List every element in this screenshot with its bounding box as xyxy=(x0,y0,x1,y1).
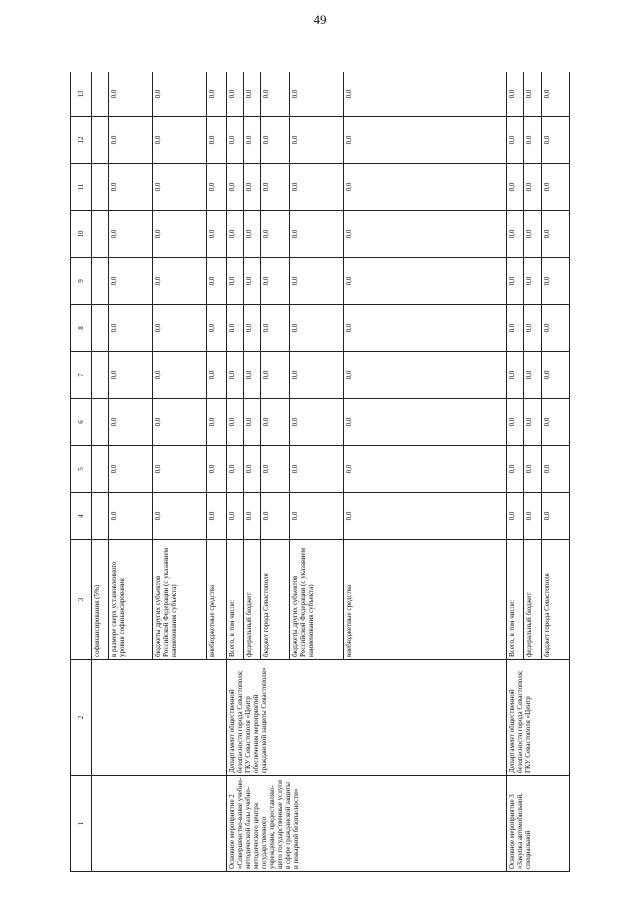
value-cell: 0,0 xyxy=(524,352,541,399)
value-cell: 0,0 xyxy=(109,164,152,211)
value-cell: 0,0 xyxy=(152,493,206,540)
measure-name-cell: Основное мероприятие 3 «Закупка автомобильной, специальной xyxy=(506,776,569,872)
value-cell xyxy=(92,352,109,399)
value-cell: 0,0 xyxy=(343,117,506,164)
value-cell: 0,0 xyxy=(343,305,506,352)
value-cell: 0,0 xyxy=(261,164,289,211)
value-cell: 0,0 xyxy=(343,493,506,540)
value-cell: 0,0 xyxy=(109,72,152,117)
value-cell: 0,0 xyxy=(226,211,243,258)
value-cell xyxy=(92,164,109,211)
table-rotated-wrapper xyxy=(70,72,570,872)
header-cell: 6 xyxy=(71,399,92,446)
header-cell: 10 xyxy=(71,211,92,258)
value-cell: 0,0 xyxy=(289,446,343,493)
value-cell: 0,0 xyxy=(289,399,343,446)
executor-name-cell: Департамент общественной безопасности города Севастополя; ГКУ Севастополя «Центр xyxy=(506,660,569,776)
value-cell: 0,0 xyxy=(506,72,523,117)
value-cell: 0,0 xyxy=(261,446,289,493)
value-cell: 0,0 xyxy=(541,72,569,117)
value-cell: 0,0 xyxy=(244,399,261,446)
value-cell: 0,0 xyxy=(207,117,227,164)
header-cell: 9 xyxy=(71,258,92,305)
value-cell: 0,0 xyxy=(152,211,206,258)
source-cell: бюджеты других субъектов Российской Федерации (с указанием наименования субъекта) xyxy=(152,540,206,660)
header-cell: 5 xyxy=(71,446,92,493)
table-row xyxy=(506,72,523,872)
source-cell: внебюджетные средства xyxy=(343,540,506,660)
source-cell: Всего, в том числе: xyxy=(506,540,523,660)
value-cell: 0,0 xyxy=(207,258,227,305)
value-cell: 0,0 xyxy=(289,305,343,352)
value-cell: 0,0 xyxy=(152,399,206,446)
value-cell: 0,0 xyxy=(524,117,541,164)
source-cell: бюджеты других субъектов Российской Федерации (с указанием наименования субъекта) xyxy=(289,540,343,660)
header-cell: 1 xyxy=(71,776,92,872)
value-cell: 0,0 xyxy=(207,399,227,446)
table-rotated xyxy=(70,72,570,872)
value-cell: 0,0 xyxy=(109,493,152,540)
value-cell xyxy=(92,258,109,305)
value-cell: 0,0 xyxy=(261,352,289,399)
value-cell: 0,0 xyxy=(152,305,206,352)
value-cell: 0,0 xyxy=(541,399,569,446)
value-cell: 0,0 xyxy=(244,352,261,399)
value-cell: 0,0 xyxy=(343,446,506,493)
value-cell xyxy=(92,399,109,446)
budget-table xyxy=(70,72,570,872)
value-cell: 0,0 xyxy=(244,258,261,305)
header-cell: 12 xyxy=(71,117,92,164)
value-cell: 0,0 xyxy=(244,164,261,211)
executor-cell xyxy=(92,660,227,776)
value-cell: 0,0 xyxy=(343,211,506,258)
value-cell: 0,0 xyxy=(524,72,541,117)
measure-name-cell: Основное мероприятие 2 «Совершенство-вание учебно-методической базы учебно-методического центра государственного учреждения, предоставляю-щего государственные услуги в сфере гражданской защиты и пожарной безопасности» xyxy=(226,776,506,872)
value-cell: 0,0 xyxy=(207,446,227,493)
value-cell: 0,0 xyxy=(226,72,243,117)
table-row xyxy=(226,72,243,872)
value-cell xyxy=(92,305,109,352)
value-cell: 0,0 xyxy=(524,305,541,352)
value-cell: 0,0 xyxy=(524,258,541,305)
value-cell: 0,0 xyxy=(244,117,261,164)
value-cell: 0,0 xyxy=(152,164,206,211)
value-cell: 0,0 xyxy=(109,211,152,258)
header-cell: 2 xyxy=(71,660,92,776)
source-cell: Всего, в том числе: xyxy=(226,540,243,660)
value-cell: 0,0 xyxy=(261,211,289,258)
value-cell: 0,0 xyxy=(541,305,569,352)
value-cell: 0,0 xyxy=(226,446,243,493)
value-cell: 0,0 xyxy=(207,493,227,540)
value-cell: 0,0 xyxy=(506,164,523,211)
value-cell: 0,0 xyxy=(226,305,243,352)
header-cell: 3 xyxy=(71,540,92,660)
value-cell: 0,0 xyxy=(207,305,227,352)
value-cell: 0,0 xyxy=(109,258,152,305)
value-cell: 0,0 xyxy=(541,258,569,305)
value-cell: 0,0 xyxy=(289,117,343,164)
value-cell: 0,0 xyxy=(541,164,569,211)
value-cell: 0,0 xyxy=(289,258,343,305)
value-cell: 0,0 xyxy=(261,258,289,305)
value-cell: 0,0 xyxy=(226,493,243,540)
value-cell: 0,0 xyxy=(506,305,523,352)
value-cell: 0,0 xyxy=(343,72,506,117)
header-cell: 4 xyxy=(71,493,92,540)
page-number: 49 xyxy=(313,12,327,27)
value-cell: 0,0 xyxy=(524,399,541,446)
value-cell: 0,0 xyxy=(289,164,343,211)
value-cell: 0,0 xyxy=(152,117,206,164)
table-row xyxy=(92,72,109,872)
value-cell: 0,0 xyxy=(152,352,206,399)
value-cell: 0,0 xyxy=(244,446,261,493)
value-cell: 0,0 xyxy=(289,493,343,540)
value-cell: 0,0 xyxy=(524,211,541,258)
value-cell: 0,0 xyxy=(289,211,343,258)
value-cell: 0,0 xyxy=(541,352,569,399)
value-cell xyxy=(92,446,109,493)
value-cell: 0,0 xyxy=(152,72,206,117)
header-row xyxy=(71,72,92,872)
value-cell: 0,0 xyxy=(109,399,152,446)
value-cell: 0,0 xyxy=(289,72,343,117)
source-cell: бюджет города Севастополя xyxy=(261,540,289,660)
value-cell: 0,0 xyxy=(524,493,541,540)
value-cell: 0,0 xyxy=(109,117,152,164)
source-cell: в размере сверх установленного уровня софинансирования xyxy=(109,540,152,660)
value-cell: 0,0 xyxy=(541,211,569,258)
value-cell: 0,0 xyxy=(343,164,506,211)
value-cell: 0,0 xyxy=(207,211,227,258)
value-cell: 0,0 xyxy=(506,493,523,540)
value-cell xyxy=(92,493,109,540)
source-cell: бюджет города Севастополя xyxy=(541,540,569,660)
value-cell: 0,0 xyxy=(109,352,152,399)
value-cell: 0,0 xyxy=(541,446,569,493)
value-cell: 0,0 xyxy=(524,446,541,493)
header-cell: 7 xyxy=(71,352,92,399)
executor-name-cell: Департамент общественной безопасности города Севастополя; ГКУ Севастополя «Центр обеспечения мероприятий гражданской защиты Севастополя» xyxy=(226,660,506,776)
value-cell: 0,0 xyxy=(244,493,261,540)
value-cell: 0,0 xyxy=(109,446,152,493)
value-cell: 0,0 xyxy=(226,399,243,446)
value-cell xyxy=(92,117,109,164)
value-cell: 0,0 xyxy=(207,352,227,399)
header-cell: 11 xyxy=(71,164,92,211)
value-cell: 0,0 xyxy=(261,72,289,117)
value-cell: 0,0 xyxy=(152,446,206,493)
value-cell: 0,0 xyxy=(261,117,289,164)
value-cell: 0,0 xyxy=(226,352,243,399)
value-cell: 0,0 xyxy=(541,117,569,164)
value-cell: 0,0 xyxy=(343,352,506,399)
value-cell: 0,0 xyxy=(207,72,227,117)
value-cell xyxy=(92,211,109,258)
source-cell: внебюджетные средства xyxy=(207,540,227,660)
value-cell: 0,0 xyxy=(261,399,289,446)
value-cell: 0,0 xyxy=(109,305,152,352)
value-cell: 0,0 xyxy=(506,211,523,258)
header-cell: 13 xyxy=(71,72,92,117)
value-cell: 0,0 xyxy=(506,258,523,305)
value-cell: 0,0 xyxy=(226,258,243,305)
value-cell xyxy=(92,72,109,117)
value-cell: 0,0 xyxy=(506,117,523,164)
value-cell: 0,0 xyxy=(343,258,506,305)
value-cell: 0,0 xyxy=(506,399,523,446)
value-cell: 0,0 xyxy=(506,352,523,399)
value-cell: 0,0 xyxy=(289,352,343,399)
value-cell: 0,0 xyxy=(541,493,569,540)
value-cell: 0,0 xyxy=(226,117,243,164)
value-cell: 0,0 xyxy=(244,305,261,352)
value-cell: 0,0 xyxy=(261,305,289,352)
value-cell: 0,0 xyxy=(343,399,506,446)
value-cell: 0,0 xyxy=(207,164,227,211)
value-cell: 0,0 xyxy=(524,164,541,211)
measure-cell xyxy=(92,776,227,872)
source-cell: федеральный бюджет xyxy=(244,540,261,660)
header-cell: 8 xyxy=(71,305,92,352)
value-cell: 0,0 xyxy=(152,258,206,305)
source-cell: софинансирования (5%) xyxy=(92,540,109,660)
value-cell: 0,0 xyxy=(244,72,261,117)
source-cell: федеральный бюджет xyxy=(524,540,541,660)
value-cell: 0,0 xyxy=(226,164,243,211)
value-cell: 0,0 xyxy=(244,211,261,258)
value-cell: 0,0 xyxy=(506,446,523,493)
value-cell: 0,0 xyxy=(261,493,289,540)
